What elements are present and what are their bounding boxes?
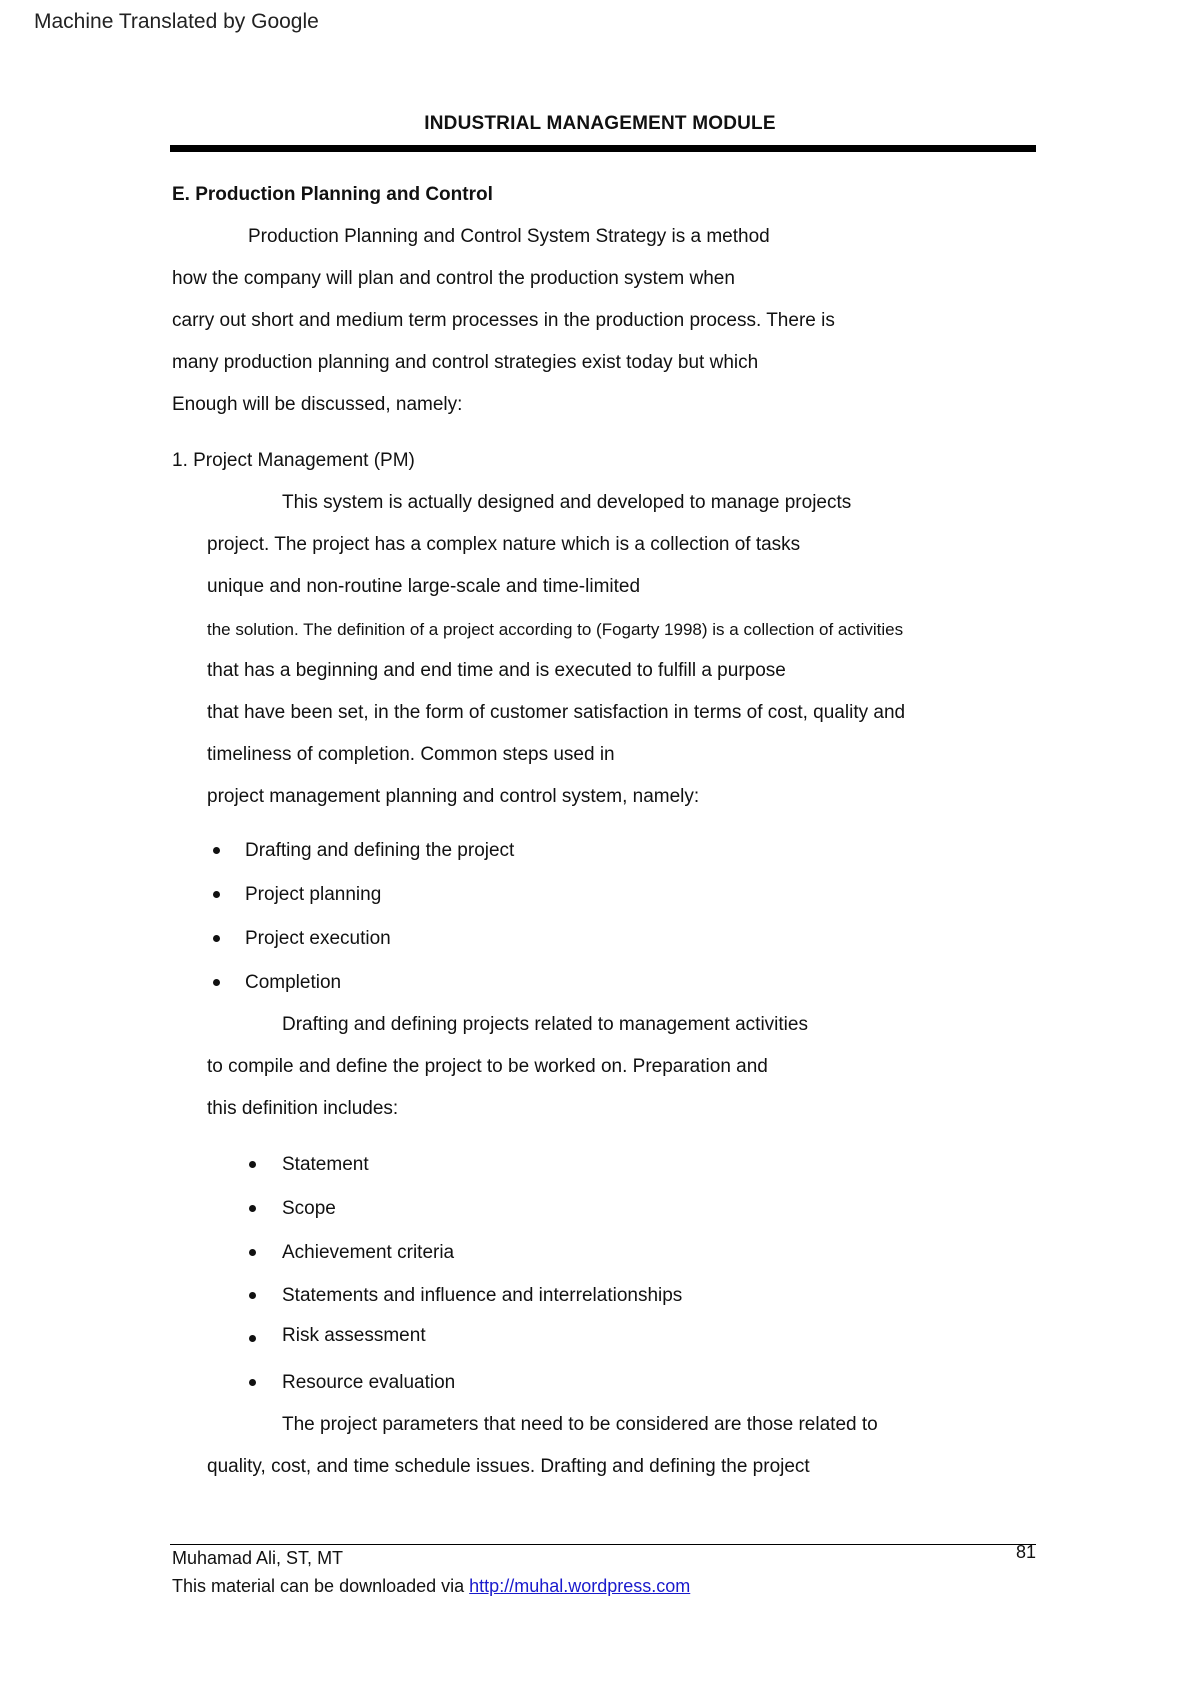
definition-item-3: Achievement criteria [282,1242,455,1263]
footer-author: Muhamad Ali, ST, MT [172,1548,344,1568]
page-number: 81 [1016,1542,1037,1562]
download-link[interactable]: http://muhal.wordpress.com [469,1576,691,1596]
drafting-line-3: this definition includes: [207,1098,399,1119]
step-item-1: Drafting and defining the project [245,840,515,861]
bullet-icon [213,979,220,986]
subsection-title: 1. Project Management (PM) [172,450,415,471]
bullet-icon [249,1249,256,1256]
step-item-4: Completion [245,972,342,993]
bullet-icon [213,891,220,898]
pm-line-6: that have been set, in the form of customer satisfaction in terms of cost, quality and [207,702,906,723]
footer-download-text: This material can be downloaded via [172,1576,470,1596]
bullet-icon [213,847,220,854]
closing-line-2: quality, cost, and time schedule issues. Drafting and defining the project [207,1456,810,1477]
footer-download-note [172,1576,690,1597]
footer-rule [170,1544,1036,1545]
machine-translation-banner: Machine Translated by Google [34,10,319,33]
pm-line-1: This system is actually designed and developed to manage projects [282,492,852,513]
pm-line-8: project management planning and control system, namely: [207,786,700,807]
definition-item-2: Scope [282,1198,336,1219]
bullet-icon [249,1161,256,1168]
definition-item-6: Resource evaluation [282,1372,456,1393]
bullet-icon [249,1205,256,1212]
pm-line-4: the solution. The definition of a project according to (Fogarty 1998) is a collection of activities [207,620,904,639]
step-item-3: Project execution [245,928,391,949]
bullet-icon [249,1379,256,1386]
definition-item-1: Statement [282,1154,369,1175]
page-header-title: INDUSTRIAL MANAGEMENT MODULE [424,113,776,134]
definition-item-4: Statements and influence and interrelationships [282,1285,683,1306]
pm-line-7: timeliness of completion. Common steps used in [207,744,615,765]
bullet-icon [249,1292,256,1299]
definition-item-5: Risk assessment [282,1325,426,1346]
pm-line-5: that has a beginning and end time and is executed to fulfill a purpose [207,660,786,681]
intro-line-2: how the company will plan and control the production system when [172,268,735,289]
section-title: E. Production Planning and Control [172,184,493,205]
bullet-icon [213,935,220,942]
closing-line-1: The project parameters that need to be considered are those related to [282,1414,878,1435]
step-item-2: Project planning [245,884,382,905]
intro-line-1: Production Planning and Control System Strategy is a method [248,226,770,247]
intro-line-5: Enough will be discussed, namely: [172,394,463,415]
intro-line-4: many production planning and control strategies exist today but which [172,352,759,373]
bullet-icon [249,1335,256,1342]
pm-line-2: project. The project has a complex nature which is a collection of tasks [207,534,801,555]
drafting-line-2: to compile and define the project to be worked on. Preparation and [207,1056,768,1077]
drafting-line-1: Drafting and defining projects related to management activities [282,1014,808,1035]
header-rule [170,145,1036,152]
intro-line-3: carry out short and medium term processes in the production process. There is [172,310,835,331]
pm-line-3: unique and non-routine large-scale and time-limited [207,576,641,597]
